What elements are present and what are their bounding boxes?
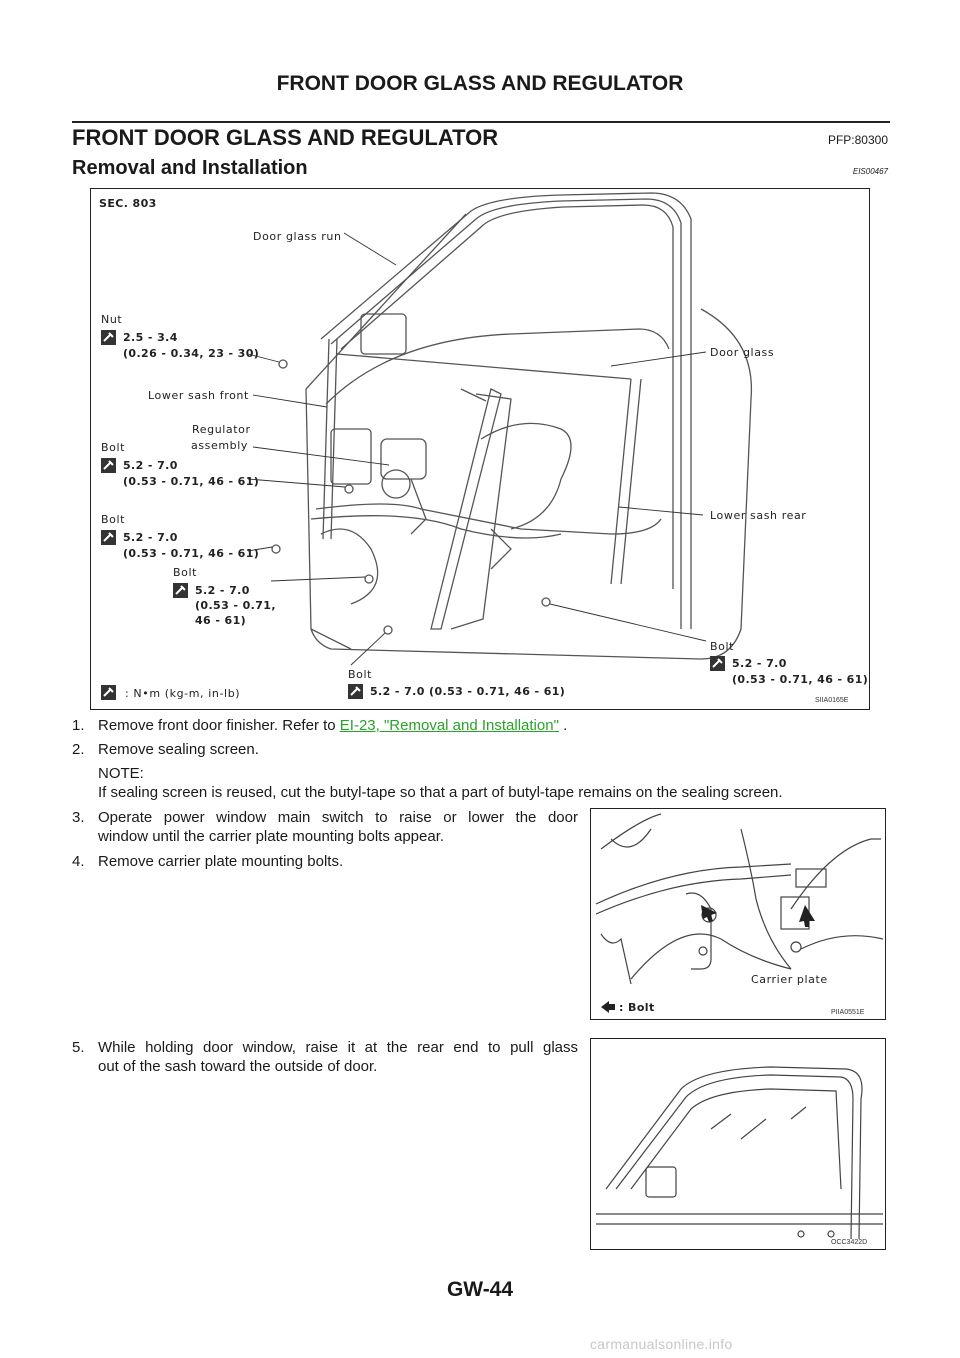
bolt-torque-alt: (0.53 - 0.71, 46 - 61) xyxy=(732,673,868,686)
subsection-title: Removal and Installation xyxy=(72,157,308,179)
note-block xyxy=(98,764,888,802)
label-regulator-line2: assembly xyxy=(191,439,249,452)
step-number: 1. xyxy=(72,717,85,734)
step-5 xyxy=(72,1038,578,1078)
bolt-torque: 5.2 - 7.0 xyxy=(123,531,178,544)
step-text: Remove carrier plate mounting bolts. xyxy=(98,853,344,870)
torque-icon xyxy=(101,530,116,545)
legend-units: : N•m (kg-m, in-lb) xyxy=(125,687,241,700)
figure-code: SIIA0165E xyxy=(815,697,849,704)
bolt-torque: 5.2 - 7.0 xyxy=(732,657,787,670)
label-lower-sash-front: Lower sash front xyxy=(148,389,249,402)
torque-icon xyxy=(348,684,363,699)
bolt-arrow-icon xyxy=(601,1001,615,1013)
bolt-torque-alt: (0.53 - 0.71, 46 - 61) xyxy=(123,475,260,488)
carrier-plate-figure xyxy=(590,808,886,1020)
legend-bolt: : Bolt xyxy=(619,1001,655,1014)
label-carrier-plate: Carrier plate xyxy=(751,973,828,986)
label-bolt: Bolt xyxy=(101,441,126,454)
torque-icon xyxy=(101,330,116,345)
step-3 xyxy=(72,808,578,848)
door-glass-regulator-diagram xyxy=(90,188,870,710)
page-header-title: FRONT DOOR GLASS AND REGULATOR xyxy=(276,72,684,95)
step-text: Remove front door finisher. Refer to xyxy=(98,717,336,734)
torque-icon xyxy=(101,458,116,473)
watermark: carmanualsonline.info xyxy=(590,1336,733,1352)
carrier-plate-drawing xyxy=(596,814,883,984)
glass-removal-drawing xyxy=(596,1067,883,1239)
step-number: 3. xyxy=(72,809,85,826)
bolt-torque-alt-b: 46 - 61) xyxy=(195,614,247,627)
bolt-bottom-torque: 5.2 - 7.0 (0.53 - 0.71, 46 - 61) xyxy=(370,685,566,698)
label-nut: Nut xyxy=(101,313,123,326)
label-lower-sash-rear: Lower sash rear xyxy=(710,509,807,522)
label-regulator-line1: Regulator xyxy=(192,423,251,436)
torque-icon xyxy=(101,685,116,700)
torque-icon xyxy=(710,656,725,671)
figure-code: PIIA0551E xyxy=(831,1009,865,1016)
door-outline xyxy=(272,193,751,659)
reference-link[interactable]: EI-23, "Removal and Installation" xyxy=(339,717,559,734)
label-bolt: Bolt xyxy=(348,668,373,681)
step-text: Remove sealing screen. xyxy=(98,741,259,758)
label-bolt: Bolt xyxy=(101,513,126,526)
section-number: SEC. 803 xyxy=(99,197,157,210)
page-number: GW-44 xyxy=(446,1278,514,1301)
step-text-line1: Operate power window main switch to raise or lower the door xyxy=(98,809,578,826)
label-bolt: Bolt xyxy=(173,566,198,579)
step-4 xyxy=(72,852,578,872)
subsection-code: EIS00467 xyxy=(852,167,888,176)
bolt-torque-alt-a: (0.53 - 0.71, xyxy=(195,599,276,612)
step-text-line2: window until the carrier plate mounting bolts appear. xyxy=(98,828,445,845)
section-title: FRONT DOOR GLASS AND REGULATOR xyxy=(72,125,499,150)
step-text-end: . xyxy=(563,717,568,734)
nut-torque-alt: (0.26 - 0.34, 23 - 30) xyxy=(123,347,260,360)
label-door-glass: Door glass xyxy=(710,346,775,359)
part-code: PFP:80300 xyxy=(827,133,888,147)
leader-lines xyxy=(248,233,706,665)
bolt-torque: 5.2 - 7.0 xyxy=(195,584,250,597)
step-number: 2. xyxy=(72,741,85,758)
step-number: 4. xyxy=(72,853,85,870)
step-text-line2: out of the sash toward the outside of door. xyxy=(98,1058,378,1075)
figure-code: OCC3422D xyxy=(831,1239,868,1246)
step-2 xyxy=(72,740,890,760)
label-door-glass-run: Door glass run xyxy=(253,230,342,243)
step-number: 5. xyxy=(72,1039,85,1056)
header-divider xyxy=(72,121,890,123)
label-bolt: Bolt xyxy=(710,640,735,653)
glass-removal-figure xyxy=(590,1038,886,1250)
torque-icon xyxy=(173,583,188,598)
step-1 xyxy=(72,716,890,736)
step-text-line1: While holding door window, raise it at the rear end to pull glass xyxy=(98,1039,578,1056)
note-label: NOTE: xyxy=(98,765,144,782)
bolt-torque: 5.2 - 7.0 xyxy=(123,459,178,472)
nut-torque: 2.5 - 3.4 xyxy=(123,331,178,344)
note-text: If sealing screen is reused, cut the butyl-tape so that a part of butyl-tape remains on the sealing screen. xyxy=(98,784,783,801)
bolt-torque-alt: (0.53 - 0.71, 46 - 61) xyxy=(123,547,260,560)
